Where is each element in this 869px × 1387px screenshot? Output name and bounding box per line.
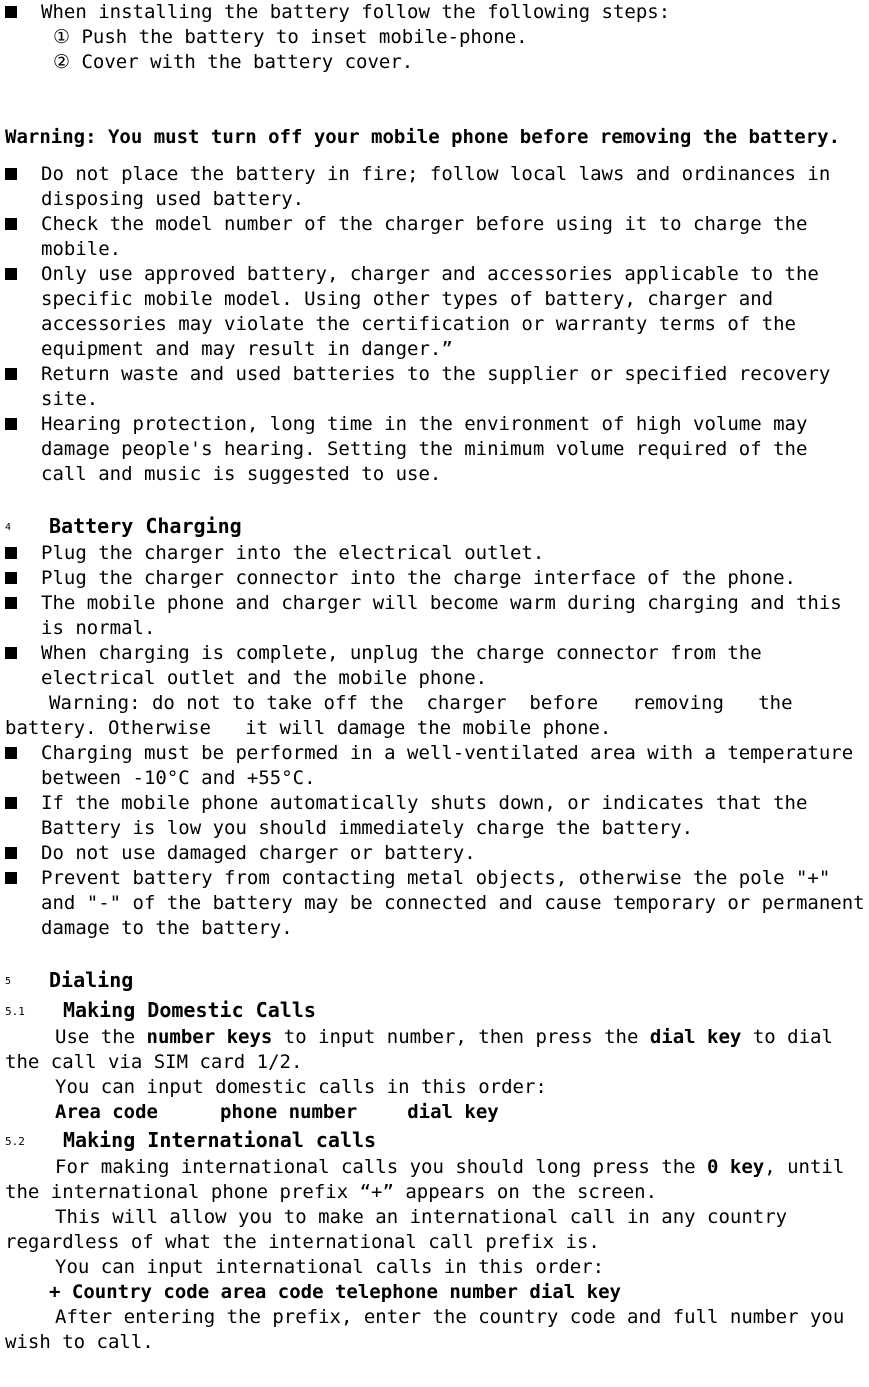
section-heading-dialing [5, 965, 865, 995]
section-heading-battery-charging [5, 511, 865, 541]
number-keys-term: number keys [146, 1026, 273, 1048]
bullet-text: Hearing protection, long time in the environment of high volume may [41, 413, 808, 435]
bullet-item [5, 262, 865, 287]
text-run: to dial [741, 1026, 833, 1048]
bullet-item-continuation: accessories may violate the certification or warranty terms of the [41, 313, 796, 335]
charging-list-b [5, 741, 865, 941]
subsection-heading-domestic [5, 995, 865, 1025]
dial-key-term: dial key [649, 1026, 742, 1048]
text-run: to input number, then press the [272, 1026, 650, 1048]
bullet-text: Plug the charger connector into the charge interface of the phone. [41, 567, 796, 589]
bullet-item-continuation: mobile. [41, 238, 122, 260]
charging-warning-line-2: battery. Otherwise it will damage the mobile phone. [5, 717, 612, 739]
bullet-item-continuation: between -10°C and +55°C. [41, 767, 316, 789]
bullet-item [5, 591, 865, 616]
bullet-item [5, 162, 865, 187]
install-step-2: ② Cover with the battery cover. [53, 51, 414, 73]
section-number: 5 [5, 976, 12, 987]
bullet-square-icon [5, 168, 17, 180]
intl-paragraph-line-1 [5, 1155, 865, 1180]
bullet-item [5, 841, 865, 866]
charging-warning-line-1: Warning: do not to take off the charger before removing the [49, 692, 793, 714]
intl-paragraph2-line-1: This will allow you to make an international call in any country [55, 1206, 788, 1228]
order-area-code: Area code [55, 1101, 158, 1123]
bullet-text: Check the model number of the charger before using it to charge the [41, 213, 808, 235]
order-phone-number: phone number [219, 1101, 358, 1123]
bullet-square-icon [5, 597, 17, 609]
bullet-square-icon [5, 268, 17, 280]
intl-paragraph4-line-1: After entering the prefix, enter the country code and full number you [55, 1306, 845, 1328]
bullet-text: When charging is complete, unplug the charge connector from the [41, 642, 762, 664]
bullet-text: The mobile phone and charger will become warm during charging and this [41, 592, 842, 614]
intl-order: + Country code area code telephone number dial key [49, 1281, 621, 1303]
zero-key-term: 0 key [707, 1156, 765, 1178]
bullet-item-continuation: site. [41, 388, 99, 410]
subsection-title: Making Domestic Calls [63, 998, 316, 1022]
install-lead: When installing the battery follow the following steps: [41, 1, 671, 23]
subsection-heading-international [5, 1125, 865, 1155]
install-step-1: ① Push the battery to inset mobile-phone. [53, 26, 528, 48]
bullet-square-icon [5, 6, 17, 18]
bullet-text: Return waste and used batteries to the supplier or specified recovery [41, 363, 831, 385]
intl-paragraph4-line-2: wish to call. [5, 1331, 154, 1353]
safety-list [5, 162, 865, 487]
bullet-item-continuation: equipment and may result in danger.” [41, 338, 453, 360]
bullet-text: Do not place the battery in fire; follow local laws and ordinances in [41, 163, 831, 185]
bullet-item-continuation: is normal. [41, 617, 156, 639]
bullet-item [5, 212, 865, 237]
bullet-text: If the mobile phone automatically shuts down, or indicates that the [41, 792, 808, 814]
bullet-text: Plug the charger into the electrical outlet. [41, 542, 545, 564]
order-dial-key: dial key [407, 1101, 499, 1123]
bullet-square-icon [5, 647, 17, 659]
bullet-item [5, 741, 865, 766]
bullet-square-icon [5, 747, 17, 759]
bullet-item-continuation: damage people's hearing. Setting the minimum volume required of the [41, 438, 808, 460]
bullet-item-continuation: Battery is low you should immediately charge the battery. [41, 817, 694, 839]
bullet-item [5, 641, 865, 666]
section-title: Dialing [49, 968, 134, 992]
intl-order-intro: You can input international calls in this order: [55, 1256, 605, 1278]
bullet-square-icon [5, 218, 17, 230]
section-number: 4 [5, 522, 12, 533]
bullet-square-icon [5, 547, 17, 559]
text-run: For making international calls you should long press the [55, 1156, 708, 1178]
bullet-square-icon [5, 418, 17, 430]
domestic-paragraph-line-1 [5, 1025, 865, 1050]
text-run: , until [764, 1156, 845, 1178]
bullet-item [5, 541, 865, 566]
bullet-item [5, 362, 865, 387]
bullet-square-icon [5, 368, 17, 380]
bullet-text: Only use approved battery, charger and accessories applicable to the [41, 263, 819, 285]
bullet-item [5, 412, 865, 437]
bullet-square-icon [5, 572, 17, 584]
domestic-paragraph-line-2: the call via SIM card 1/2. [5, 1051, 303, 1073]
intl-paragraph2-line-2: regardless of what the international call prefix is. [5, 1231, 600, 1253]
bullet-square-icon [5, 797, 17, 809]
section-title: Battery Charging [49, 514, 242, 538]
bullet-item-continuation: call and music is suggested to use. [41, 463, 442, 485]
subsection-title: Making International calls [63, 1128, 377, 1152]
bullet-item-continuation: damage to the battery. [41, 917, 293, 939]
bullet-text: Prevent battery from contacting metal objects, otherwise the pole "+" [41, 867, 831, 889]
bullet-item-continuation: and "-" of the battery may be connected and cause temporary or permanent [41, 892, 865, 914]
subsection-number: 5.2 [5, 1135, 25, 1148]
subsection-number: 5.1 [5, 1005, 25, 1018]
bullet-item [5, 566, 865, 591]
bullet-text: Charging must be performed in a well-ventilated area with a temperature [41, 742, 854, 764]
bullet-square-icon [5, 872, 17, 884]
bullet-item [5, 866, 865, 891]
bullet-item [5, 791, 865, 816]
bullet-item-continuation: specific mobile model. Using other types of battery, charger and [41, 288, 774, 310]
bullet-item-continuation: electrical outlet and the mobile phone. [41, 667, 488, 689]
charging-list-a [5, 541, 865, 691]
bullet-square-icon [5, 847, 17, 859]
bullet-item-continuation: disposing used battery. [41, 188, 305, 210]
warning-remove-battery: Warning: You must turn off your mobile phone before removing the battery. [5, 126, 841, 148]
bullet-text: Do not use damaged charger or battery. [41, 842, 476, 864]
domestic-order [5, 1100, 865, 1125]
manual-page [5, 0, 865, 1355]
text-run: Use the [55, 1026, 147, 1048]
domestic-order-intro: You can input domestic calls in this order: [55, 1076, 547, 1098]
intl-paragraph-line-2: the international phone prefix “+” appears on the screen. [5, 1181, 658, 1203]
install-bullet [5, 0, 865, 25]
